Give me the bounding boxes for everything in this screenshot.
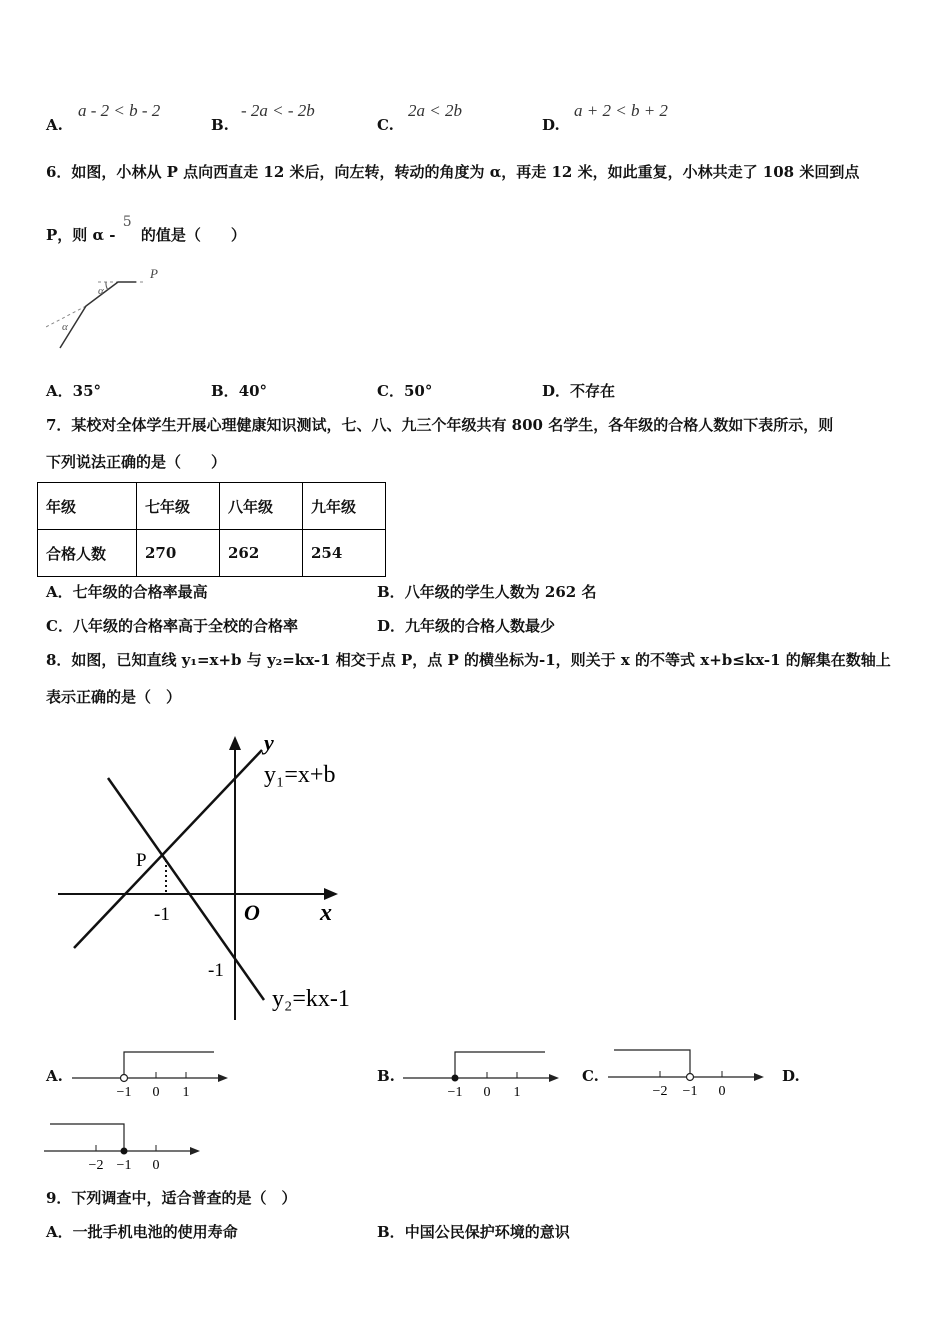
number-line-arrow [754,1073,764,1081]
solution-bracket [124,1052,214,1075]
alpha-label: α [62,321,68,333]
option-label: A． [46,583,73,601]
tick-label: −1 [116,1158,132,1173]
q8-option-c-number-line [608,1044,768,1100]
q7-stem-line2: 下列说法正确的是（ ） [46,453,227,471]
q8-option-c: C. [582,1067,599,1085]
q7-stem-line1: 7．某校对全体学生开展心理健康知识测试，七、八、九三个年级共有 800 名学生，各年级的合格人数如下表所示，则 [46,416,834,434]
number-line-arrow [190,1147,200,1155]
q6-stem-part-b: 的值是（ ） [140,226,246,244]
option-label: A. [46,116,63,134]
option-label: C. [377,116,394,134]
option-text: 35° [72,382,102,400]
option-label: A． [46,382,73,400]
q5-option-b [211,116,229,134]
tick-label: −2 [652,1084,668,1099]
option-text: 七年级的合格率最高 [72,583,208,601]
q8-option-a: A. [46,1067,63,1085]
q8-option-b-number-line [403,1048,563,1100]
line-y1-label: y₁=x+b [264,762,336,788]
q5-option-a-expr: a - 2 < b - 2 [78,101,161,120]
table-cell: 270 [137,530,220,577]
option-label: D． [377,617,406,635]
q5-option-c [377,116,394,134]
option-text: 一批手机电池的使用寿命 [72,1223,238,1241]
option-label: C． [377,382,404,400]
q6-stem-line2 [46,214,246,245]
angle-arc [106,282,108,290]
option-text: 不存在 [570,382,616,400]
q7-option-a [46,581,208,602]
closed-endpoint [452,1075,459,1082]
q5-option-d-expr: a + 2 < b + 2 [574,101,668,120]
tick-label: 0 [718,1084,726,1099]
x-axis-label: x [320,900,332,926]
y-tick-label: -1 [208,960,224,981]
option-label: B. [211,116,229,134]
table-cell: 合格人数 [38,530,137,577]
table-cell: 七年级 [137,483,220,530]
q5-option-c-expr: 2a < 2b [408,101,462,120]
q8-option-d: D. [782,1067,800,1085]
q9-stem: 9．下列调查中，适合普查的是（ ） [46,1189,297,1207]
option-label: D. [542,116,560,134]
q6-stem-line1: 6．如图，小林从 P 点向西直走 12 米后，向左转，转动的角度为 α，再走 12 米，如此重复，小林共走了 108 米回到点 [46,163,860,181]
solution-bracket [455,1052,545,1075]
option-text: 50° [403,382,433,400]
q8-stem-line2: 表示正确的是（ ） [46,688,182,706]
tick-label: 0 [483,1085,491,1100]
solution-bracket [50,1124,124,1148]
q8-stem-line1: 8．如图，已知直线 y₁=x+b 与 y₂=kx-1 相交于点 P，点 P 的横坐标为-1，则关于 x 的不等式 x+b≤kx-1 的解集在数轴上 [46,651,891,669]
q8-line-graph [50,730,370,1022]
table-cell: 八年级 [220,483,303,530]
y-axis-label: y [264,730,274,755]
y-axis-arrow [229,736,241,750]
option-label: B． [377,1223,405,1241]
option-text: 40° [238,382,268,400]
tick-label: −2 [88,1158,104,1173]
option-label: C． [46,617,73,635]
pass-count-table [37,482,386,577]
q8-option-d-number-line [44,1118,204,1174]
option-label: D． [542,382,571,400]
q5-option-d [542,116,560,134]
open-endpoint [687,1074,694,1081]
option-text: 九年级的合格人数最少 [405,617,556,635]
option-text: 中国公民保护环境的意识 [404,1223,570,1241]
q8-option-a-number-line [72,1048,232,1100]
tick-label: 0 [152,1085,160,1100]
q6-option-a [46,380,101,401]
table-cell: 262 [220,530,303,577]
q6-stem-part-a: P，则 α - [46,226,116,244]
number-line-arrow [549,1074,559,1082]
closed-endpoint [121,1148,128,1155]
q5-option-a [46,116,63,134]
q7-option-d [377,615,555,636]
q6-option-c [377,380,432,401]
table-cell: 年级 [38,483,137,530]
tick-label: 1 [182,1085,190,1100]
point-p-label: P [136,850,147,871]
tick-label: 0 [152,1158,160,1173]
alpha-label: α [98,285,104,297]
q6-option-d [542,380,615,401]
tick-label: 1 [513,1085,521,1100]
q8-option-b: B. [377,1067,395,1085]
solution-bracket [614,1050,690,1074]
option-label: B． [211,382,239,400]
open-endpoint [121,1075,128,1082]
table-cell: 九年级 [303,483,386,530]
tick-label: −1 [682,1084,698,1099]
option-text: 八年级的学生人数为 262 名 [404,583,597,601]
option-text: 八年级的合格率高于全校的合格率 [72,617,298,635]
q6-walk-figure [40,262,160,352]
q9-option-a [46,1221,238,1242]
number-line-arrow [218,1074,228,1082]
point-p-label: P [150,266,158,281]
line-y2-label: y₂=kx-1 [272,986,350,1012]
q6-superscript: 5 [122,214,132,230]
q7-option-b [377,581,596,602]
table-cell: 254 [303,530,386,577]
q5-option-b-expr: - 2a < - 2b [241,101,315,120]
option-label: A． [46,1223,73,1241]
tick-label: −1 [116,1085,132,1100]
x-tick-label: -1 [154,904,170,925]
table-row [38,483,386,530]
origin-label: O [244,900,260,925]
tick-label: −1 [447,1085,463,1100]
q7-option-c [46,615,298,636]
q9-option-b [377,1221,570,1242]
q6-option-b [211,380,267,401]
x-axis-arrow [324,888,338,900]
option-label: B． [377,583,405,601]
table-row [38,530,386,577]
